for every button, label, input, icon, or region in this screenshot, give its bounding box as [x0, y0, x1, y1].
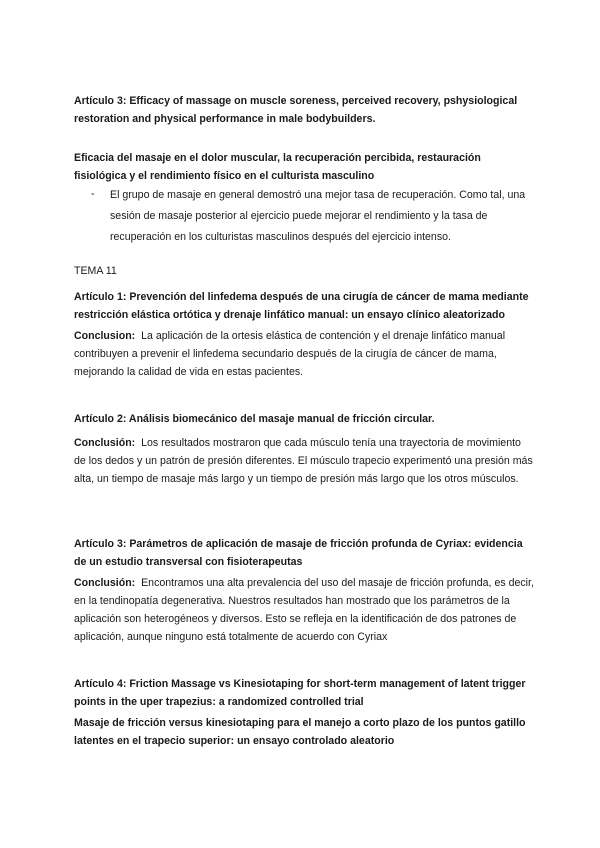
a2-conclusion-text: Los resultados mostraron que cada músculo tenía una trayectoria de movimiento de los dedos y un patrón de presión diferentes. El músculo trapecio experimentó una presión más alta, un tiempo de masaje más largo y un tiempo de presión más largo que los otros músculos. [74, 437, 533, 485]
art3-bullet-item [92, 185, 542, 248]
a1-conclusion-label: Conclusion: [74, 330, 136, 342]
a2-conclusion-label: Conclusión: [74, 437, 136, 449]
a1-title: Artículo 1: Prevención del linfedema después de una cirugía de cáncer de mama mediante restricción elástica ortótica y drenaje linfático manual: un ensayo clínico aleatorizado [74, 291, 529, 321]
art3-title-es: Eficacia del masaje en el dolor muscular, la recuperación percibida, restauración fisiológica y el rendimiento físico en el culturista masculino [74, 152, 481, 182]
a4-title-es: Masaje de fricción versus kinesiotaping para el manejo a corto plazo de los puntos gatillo latentes en el trapecio superior: un ensayo controlado aleatorio [74, 717, 526, 747]
a3-conclusion [74, 574, 534, 646]
art3-bullet-text: El grupo de masaje en general demostró una mejor tasa de recuperación. Como tal, una sesión de masaje posterior al ejercicio puede mejorar el rendimiento y la tasa de recuperación en los culturistas masculinos después del ejercicio intenso. [110, 189, 526, 243]
a4-title-en: Artículo 4: Friction Massage vs Kinesiotaping for short-term management of latent trigger points in the uper trapezius: a randomized controlled trial [74, 678, 526, 708]
a2-conclusion [74, 434, 534, 488]
a3-conclusion-label: Conclusión: [74, 577, 136, 589]
a3-title: Artículo 3: Parámetros de aplicación de masaje de fricción profunda de Cyriax: evidencia de un estudio transversal con fisioterapeutas [74, 538, 523, 568]
section-heading-tema: TEMA 11 [74, 265, 117, 277]
a1-conclusion [74, 327, 534, 381]
a1-conclusion-text: La aplicación de la ortesis elástica de contención y el drenaje linfático manual contribuyen a prevenir el linfedema secundario después de la cirugía de cáncer de mama, mejorando la calidad de vida en estas pacientes. [74, 330, 506, 378]
art3-title-en: Artículo 3: Efficacy of massage on muscle soreness, perceived recovery, pshysiological restoration and physical performance in male bodybuilders. [74, 95, 518, 125]
dash-marker: - [91, 188, 95, 200]
a3-conclusion-text: Encontramos una alta prevalencia del uso del masaje de fricción profunda, es decir, en la tendinopatía degenerativa. Nuestros resultados han mostrado que los parámetros de la aplicación son heterogéneos y diversos. Esto se refleja en la identificación de dos patrones de aplicación, aunque ninguno está totalmente de acuerdo con Cyriax [74, 577, 534, 643]
a2-title: Artículo 2: Análisis biomecánico del masaje manual de fricción circular. [74, 413, 435, 425]
